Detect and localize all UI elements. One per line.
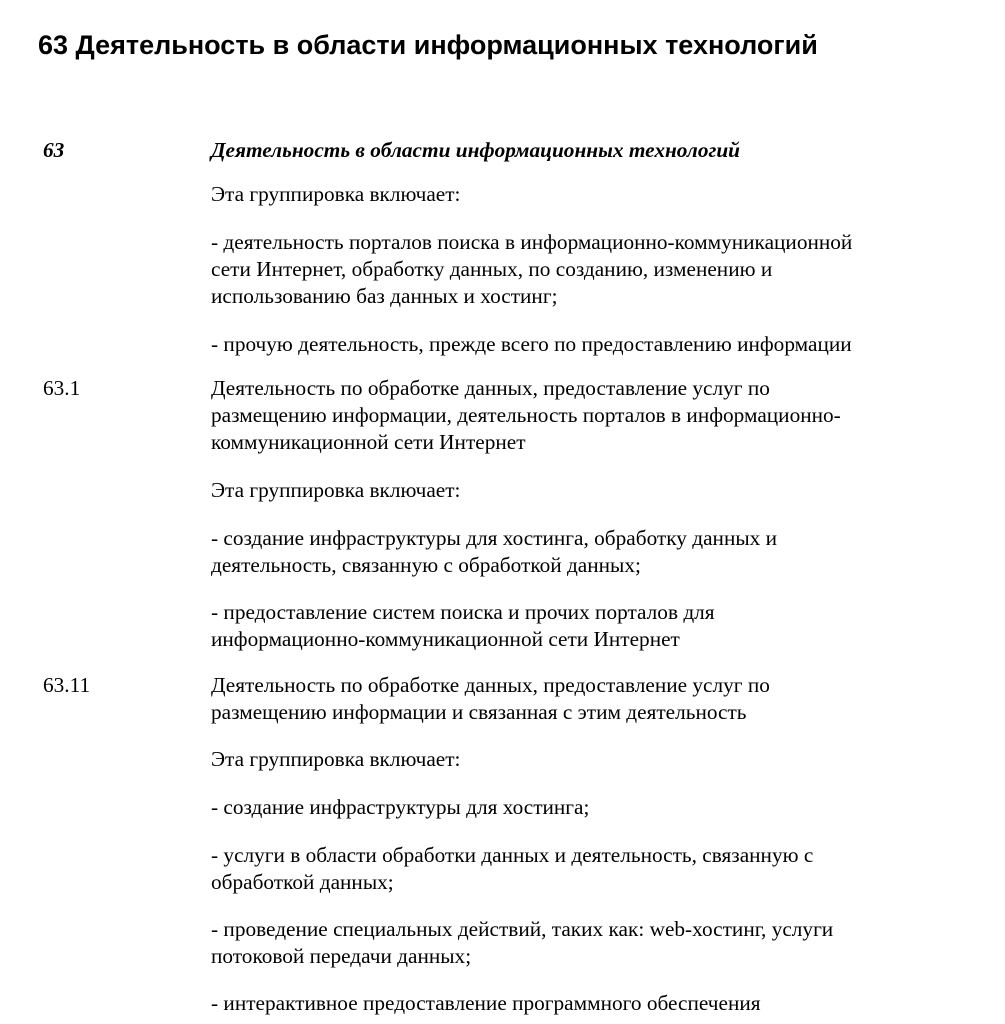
- page-title: 63 Деятельность в области информационных технологий: [38, 30, 818, 60]
- list-item: - предоставление систем поиска и прочих порталов для информационно-коммуникационной сети Интернет: [211, 600, 715, 651]
- section-title-63-11: Деятельность по обработке данных, предоставление услуг по размещению информации и связанная с этим деятельность: [211, 673, 770, 724]
- section-code-63-11: 63.11: [43, 673, 91, 697]
- list-item: - интерактивное предоставление программного обеспечения: [211, 991, 761, 1015]
- includes-label: Эта группировка включает:: [211, 478, 461, 502]
- list-item: - прочую деятельность, прежде всего по предоставлению информации: [211, 332, 852, 356]
- list-item: - создание инфраструктуры для хостинга, обработку данных и деятельность, связанную с обработкой данных;: [211, 526, 778, 577]
- includes-label: Эта группировка включает:: [211, 747, 461, 771]
- list-item: - деятельность порталов поиска в информационно-коммуникационной сети Интернет, обработку данных, по созданию, изменению и использованию баз данных и хостинг;: [211, 230, 853, 308]
- section-code-63: 63: [43, 138, 65, 162]
- section-code-63-1: 63.1: [43, 376, 81, 400]
- includes-label: Эта группировка включает:: [211, 182, 461, 206]
- list-item: - услуги в области обработки данных и деятельность, связанную с обработкой данных;: [211, 843, 814, 894]
- section-title-63: Деятельность в области информационных технологий: [211, 138, 741, 162]
- list-item: - создание инфраструктуры для хостинга;: [211, 795, 590, 819]
- list-item: - проведение специальных действий, таких как: web-хостинг, услуги потоковой передачи данных;: [211, 917, 834, 968]
- section-title-63-1: Деятельность по обработке данных, предоставление услуг по размещению информации, деятельность порталов в информационно- коммуникационной сети Интернет: [211, 376, 841, 454]
